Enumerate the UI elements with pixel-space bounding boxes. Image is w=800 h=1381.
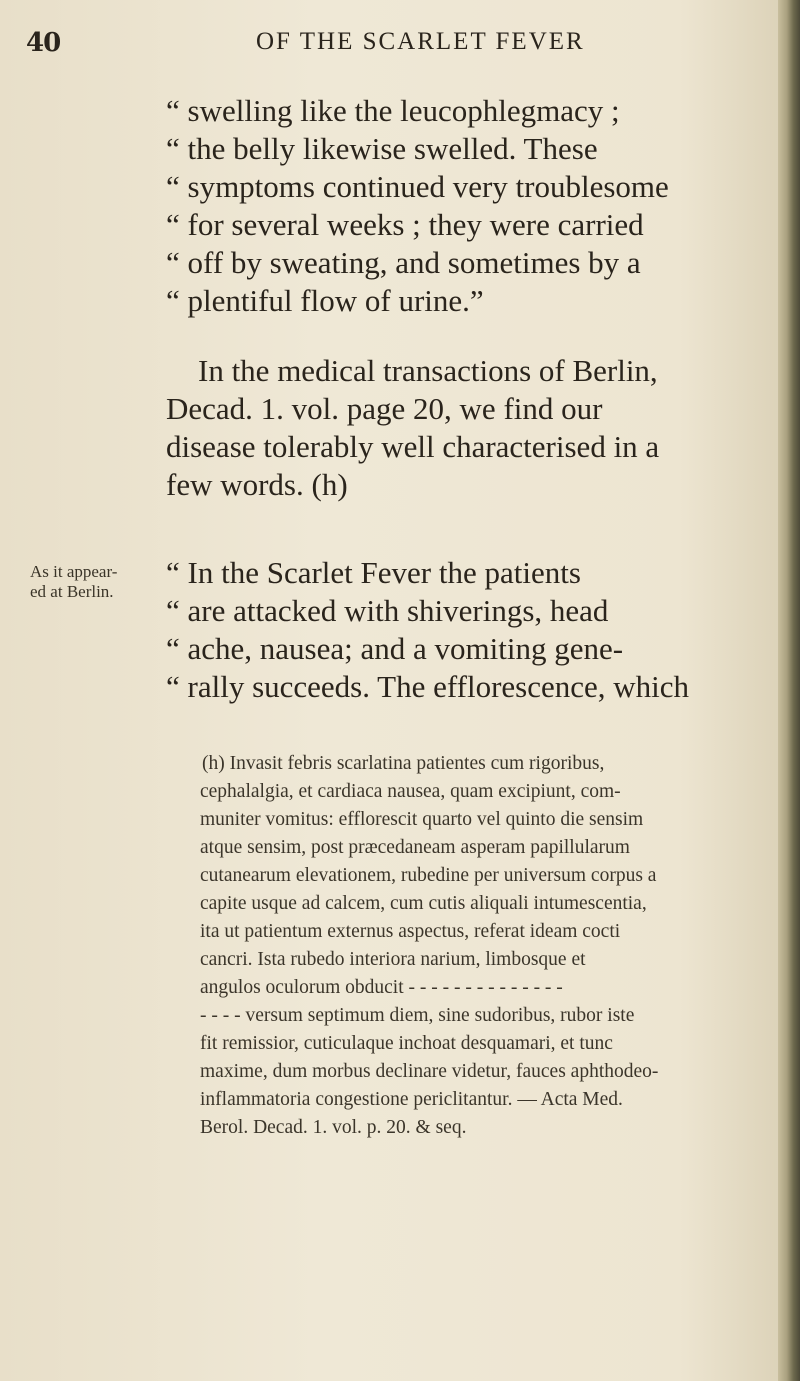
quote-line: “ are attacked with shiverings, head [166,593,609,628]
footnote-line: atque sensim, post præcedaneam asperam papillularum [200,837,630,858]
footnote-line: inflammatoria congestione periclitantur. — Acta Med. [200,1089,623,1110]
quote-line: “ for several weeks ; they were carried [166,207,644,242]
quote-line: “ plentiful flow of urine.” [166,283,484,318]
footnote-line: muniter vomitus: efflorescit quarto vel quinto die sensim [200,809,644,830]
quote-line: “ ache, nausea; and a vomiting gene- [166,631,624,666]
quote-line: “ symptoms continued very troublesome [166,169,669,204]
running-head: OF THE SCARLET FEVER [256,28,585,55]
quote-line: “ In the Scarlet Fever the patients [166,555,581,590]
footnote-line: angulos oculorum obducit - - - - - - - - - - - - - - [200,977,563,998]
footnote-line: cutanearum elevationem, rubedine per universum corpus a [200,865,657,886]
footnote-line: cancri. Ista rubedo interiora narium, limbosque et [200,949,586,970]
paragraph-1-cont [166,390,766,504]
margin-note-line: As it appear- [30,562,118,581]
paragraph-line: Decad. 1. vol. page 20, we find our [166,391,603,426]
paragraph-line: In the medical transactions of Berlin, [198,353,658,388]
footnote-line: Berol. Decad. 1. vol. p. 20. & seq. [200,1117,467,1138]
quote-line: “ off by sweating, and sometimes by a [166,245,641,280]
quote-block-1 [166,92,766,320]
paragraph-line: disease tolerably well characterised in a [166,429,660,464]
margin-note [30,562,117,602]
quote-line: “ swelling like the leucophlegmacy ; [166,93,620,128]
margin-note-line: ed at Berlin. [30,582,114,601]
footnote-line: maxime, dum morbus declinare videtur, fauces aphthodeo- [200,1061,659,1082]
quote-block-2 [166,554,766,706]
footnote-line: (h) Invasit febris scarlatina patientes cum rigoribus, [202,753,605,774]
footnote-line: ita ut patientum externus aspectus, referat ideam cocti [200,921,621,942]
paragraph-line: few words. (h) [166,467,348,502]
footnote-line: cephalalgia, et cardiaca nausea, quam excipiunt, com- [200,781,621,802]
page-edge-shadow [778,0,800,1381]
paragraph-1 [198,352,768,390]
page-number: 40 [26,28,61,58]
footnote-line: capite usque ad calcem, cum cutis aliquali intumescentia, [200,893,647,914]
footnote-line: fit remissior, cuticulaque inchoat desquamari, et tunc [200,1033,613,1054]
footnote [202,750,768,1142]
quote-line: “ the belly likewise swelled. These [166,131,598,166]
quote-line: “ rally succeeds. The efflorescence, which [166,669,690,704]
footnote-line: - - - - versum septimum diem, sine sudoribus, rubor iste [200,1005,635,1026]
page-header [0,28,800,68]
